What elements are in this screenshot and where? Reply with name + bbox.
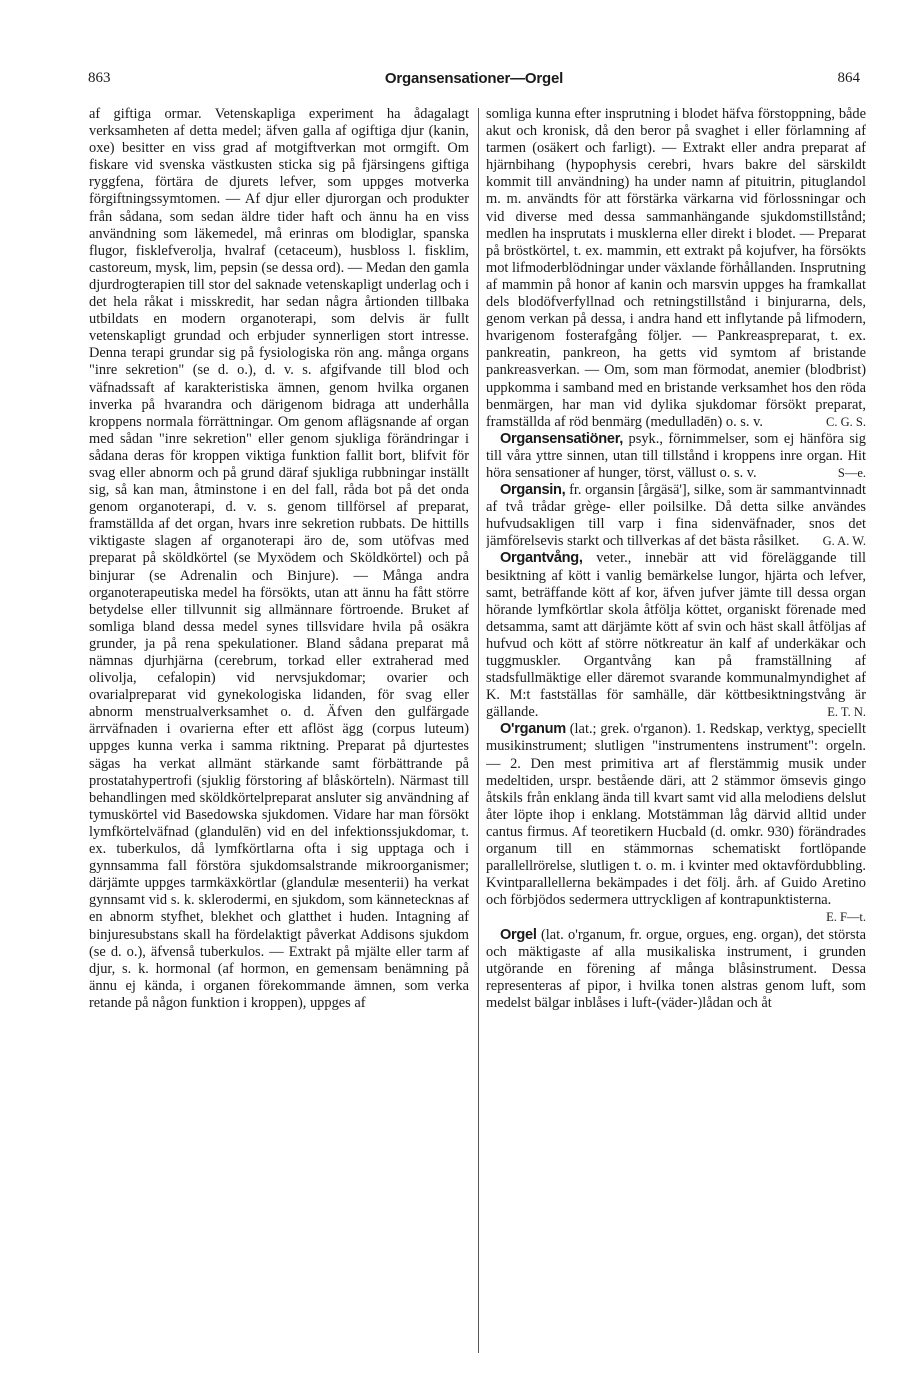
entry-text: (lat.; grek. o'rganon). 1. Redskap, verktyg, speciellt musikinstrument; slutligen "instrumentens instrument": orgeln. — 2. Den mest primitiva art af flerstämmig musik under medeltiden, urspr. bestående däri, att 2 stämmor ömsevis gingo åtskils från enklang ända till kvart samt vid alla melodiens delslut åter löpte ihop i enklang. Motstämman låg därvid alltid under cantus firmus. Af teoretikern Hucbald (d. omkr. 930) förändrades organum till en stämmornas schematiskt fortlöpande parallellrörelse, slutligen t. o. m. i kvinter med oktavfördubbling. Kvintparallellerna bekämpades i det följ. årh. af Guido Aretino och förbjödos sedermera uttryckligen af kontrapunktisterna. [486,721,866,909]
author-signature: E. F—t. [826,910,866,925]
column-divider [478,108,479,1353]
page-number-right: 864 [837,70,860,86]
headword: Organsin, [500,482,566,499]
page-header [88,70,860,94]
page-number-left: 863 [88,70,111,86]
entry-organsensationer [486,431,866,482]
running-title: Organsensationer—Orgel [384,70,564,87]
entry-text: psyk., förnimmelser, som ej hänföra sig till våra yttre sinnen, utan till tillstånd i kroppens inre organ. Hit höra sensationer af hunger, törst, vällust o. s. v. [486,430,866,481]
author-signature: G. A. W. [822,534,866,549]
left-column [89,106,469,1366]
author-signature: C. G. S. [826,414,866,429]
entry-organsin [486,482,866,550]
entry-text: veter., innebär att vid föreläggande till besiktning af kött i vanlig bemärkelse lungor, hjärta och lefver, samt, beträffande kött af kor, äfven jufver jämte till dessa organ hörande lymfkörtlar skola åtfölja köttet, organiskt förenade med detsamma, samt att därjämte kött af svin och häst skall åtföljas af hufvud och kött af större nötkreatur än kalf af underkäkar och tuggmuskler. Organtvång kan på framställning af stadsfullmäktige eller däremot svarande kommunalmyndighet af K. M:t fastställas för samhälle, där köttbesiktningstvång är gällande. [486,550,866,721]
headword: Organtvång, [500,550,583,567]
entry-continuation-text: somliga kunna efter insprutning i blodet häfva förstoppning, både akut och kronisk, då den beror på svaghet i eller förlamning af tarmen (osäkert och farligt). — Extrakt eller andra preparat af hjärnbihang (hypophysis cerebri, hvars bakre del särskildt kommit till användning) ha under namn af pituitrin, pituglandol m. m. användts för att förstärka värkarna vid förlossningar och vid diverse med dessa sammanhängande sjukdomstillstånd; medlen ha insprutats i musklerna eller direkt i blodet. — Preparat på bröstkörtel, t. ex. mammin, ett extrakt på kojufver, ha försökts mot lifmoderblödningar under växlande förhållanden. Insprutning af mammin på honor af kanin och marsvin uppges ha framkallat dels blodöfverfyllnad och retningstillstånd i binjurarna, dels, genom verkan på dessa, i andra hand ett inflytande på lifmodern, hvarigenom fosterafgång följer. — Pankreaspreparat, t. ex. pankreatin, pankreon, ha getts vid symtom af bristande pankreasverkan. — Om, som man förmodat, anemier (blodbrist) uppkomma i samband med en bristande verksamhet hos den röda benmärgen, har man vid dylika sjukdomar försökt preparat, framställda af röd benmärg (medulladēn) o. s. v. [486,106,866,430]
entry-continuation-paragraph [486,106,866,431]
right-column [486,106,866,1366]
headword: O'rganum [500,721,566,738]
entry-organum [486,721,866,925]
entry-continuation-text: af giftiga ormar. Vetenskapliga experiment ha ådagalagt verksamheten af detta medel; äfven galla af ogiftiga djur (kanin, oxe) besitter en viss grad af motgiftverkan mot ormgift. Om fiskare vid svenska västkusten sticka sig på fjärsingens giftiga ryggfena, förtära de djurets lefver, som uppges motverka förgiftningssymtomen. — Af djur eller djurorgan och produkter från sådana, som sedan äldre tider haft och ännu ha en viss användning som läkemedel, må erinras om blodiglar, spanska flugor, fisklefverolja, hvalraf (cetaceum), husbloss l. fisklim, castoreum, mysk, lim, pepsin (se dessa ord). — Medan den gamla djurdrogterapien till stor del saknade vetenskapligt underlag och i det hela råkat i misskredit, har sedan några årtionden tillbaka utbildats en modern organoterapi, som delvis är fullt vetenskapligt grundad och erbjuder synnerligen stort intresse. Denna terapi grundar sig på fysiologiska rön ang. många organs "inre sekretion" (se d. o.), d. v. s. afgifvande till blod och väfnadssaft af karakteristiska ämnen, genom hvilka organen inverka på hvarandra och därigenom bidraga att underhålla kroppens normala förrättningar. Om genom aflägsnande af organ med sådan "inre sekretion" eller genom sjukliga förändringar i sådana deras för kroppen viktiga funktion fallit bort, blifvit för svag eller abnorm och på grund däraf sjukliga rubbningar inställt sig, så kan man, åtminstone i en del fall, råda bot på det onda genom organoterapi, d. v. s. genom tillförsel af preparat, framställda af det organ, hvars inre sekretion rubbats. De hittills viktigaste slagen af organoterapi äro de, som utöfvas med preparat på sköldkörtel (se Myxödem och Sköldkörtel) och på binjurar (se Adrenalin och Binjure). — Många andra organoterapeutiska medel ha försökts, utan att ännu ha fått större betydelse eller tillvunnit sig allmännare förtroende. Bruket af somliga bland dessa medel synes tillsvidare hvila på osäkra grunder, ja på rena spekulationer. Bland sådana preparat må nämnas djurhjärna (cerebrum, torkad eller extraherad med olivolja, cefalopin) vid nervsjukdomar; ovarier och ovarialpreparat vid gynekologiska lidanden, för svag eller abnorm menstrualverksamhet o. d. Äfven den gulfärgade ärrväfnaden i ovarierna efter ett aflöst ägg (corpus luteum) uppges kunna verka i samma riktning. Preparat på djurtestes sägas ha verkat allmänt stärkande samt förbättrande på prostatahypertrofi (sjuklig förstoring af blåskörteln). Närmast till behandlingen med sköldkörtelpreparat ansluter sig användning af tymuskörtel vid Basedowska sjukdomen. Vidare har man försökt lymfkörtelväfnad (glandulēn) vid en del infektionssjukdomar, t. ex. tuberkulos, då lymfkörtlarna ofta i sig upptaga och i gynnsamma fall förstöra sjukdomsalstrande mikroorganismer; därjämte uppges tarmkäxkörtlar (glandulæ mesenterii) ha verkat gynnsamt vid s. k. sklerodermi, en sjukdom, som kännetecknas af en abnorm styfhet, blekhet och glatthet i huden. Intagning af binjuresubstans skall ha fördelaktigt påverkat Addisons sjukdom (se d. o.), äfvenså tuberkulos. — Extrakt på mjälte eller tarm af djur, s. k. hormonal (af hormon, en gemensam benämning på ännu ej kända, i organen förekommande ämnen, som verka retande på någon funktion i kroppen), uppges af [89,106,469,1011]
entry-text: (lat. o'rganum, fr. orgue, orgues, eng. organ), det största och mäktigaste af alla musikaliska instrument, i grunden utgörande en förening af många blåsinstrument. Dessa representeras af pipor, i hvilka tonen alstras genom luft, som medelst bälgar inblåses i luft-(väder-)lådan och åt [486,926,866,1011]
entry-organtvang [486,550,866,721]
entry-orgel [486,927,866,1012]
headword: Orgel [500,926,537,943]
author-signature: S—e. [837,465,866,480]
author-signature: E. T. N. [827,705,866,720]
headword: Organsensatiöner, [500,430,624,447]
entry-text: fr. organsin [årgäsä'], silke, som är sammantvinnadt af två trådar grège- eller poilsilke. Då detta silke användes hufvudsakligen till varp i fina sidenväfnader, snos det jämförelsevis starkt och tillverkas af det bästa råsilket. [486,482,866,550]
